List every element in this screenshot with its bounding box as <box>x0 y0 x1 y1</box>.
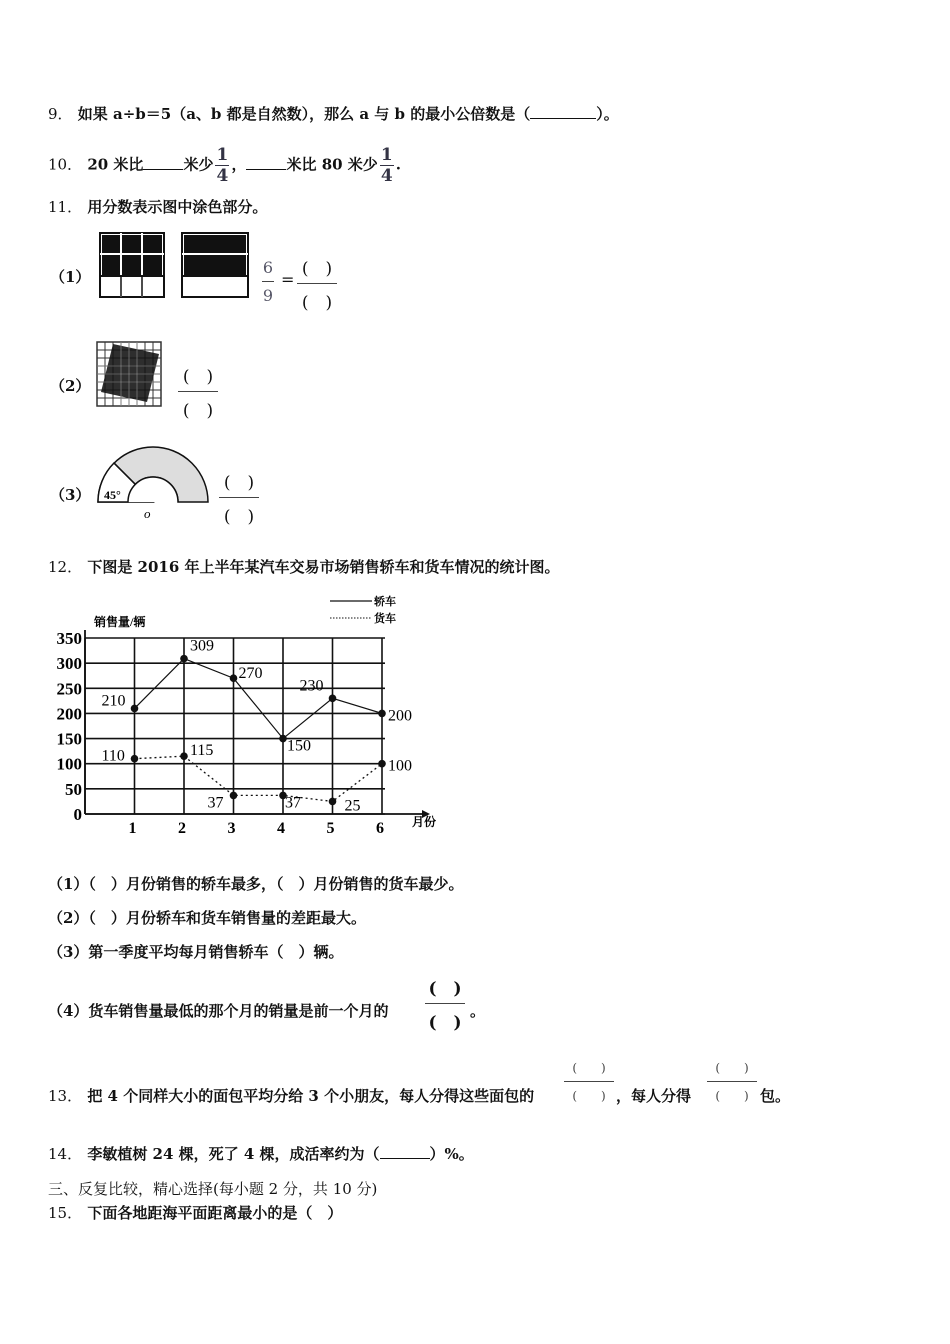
question-text: . <box>395 155 402 174</box>
legend-label: 货车 <box>374 613 396 625</box>
data-label: 37 <box>207 794 224 812</box>
y-axis-label: 销售量/辆 <box>94 615 146 629</box>
data-label: 37 <box>285 794 301 812</box>
y-tick-label: 350 <box>56 629 82 648</box>
answer-denominator[interactable]: ( ) <box>428 1013 462 1033</box>
data-label: 309 <box>190 637 214 655</box>
question-number: 12． <box>48 558 83 576</box>
answer-denominator[interactable]: ( ) <box>572 1089 606 1103</box>
y-tick-label: 150 <box>56 729 82 749</box>
answer-numerator[interactable]: ( ) <box>572 1061 606 1075</box>
subquestion-4 <box>48 1000 388 1021</box>
question-13 <box>48 1085 534 1106</box>
data-point <box>180 655 188 663</box>
chart-marks <box>102 638 413 815</box>
x-tick-label: 5 <box>326 820 335 837</box>
item-label: （3） <box>50 486 91 504</box>
question-number: 9． <box>48 105 73 123</box>
grid-figure-3x3 <box>98 230 168 300</box>
data-label: 110 <box>101 747 125 765</box>
question-11 <box>48 196 267 217</box>
x-tick-label: 6 <box>376 820 384 837</box>
x-tick-label: 4 <box>277 820 285 837</box>
sales-line-chart <box>40 590 440 840</box>
answer-denominator[interactable]: ( ) <box>301 293 333 313</box>
question-12 <box>48 556 560 577</box>
fraction-denominator: 4 <box>216 166 229 186</box>
chart-axes <box>57 614 437 837</box>
answer-denominator[interactable]: ( ) <box>182 401 214 421</box>
fraction-numerator: 1 <box>216 145 229 165</box>
tilted-square-grid-figure <box>95 340 165 410</box>
fraction-denominator: 4 <box>380 166 393 186</box>
question-text: 米少 <box>183 155 214 174</box>
subquestion-text: （4）货车销售量最低的那个月的销量是前一个月的 <box>48 1002 389 1020</box>
question-number: 15． <box>48 1204 83 1222</box>
answer-fraction[interactable] <box>297 254 337 313</box>
data-point <box>378 760 386 768</box>
data-point <box>180 752 188 760</box>
data-label: 100 <box>388 757 412 775</box>
equals-sign: = <box>281 270 295 289</box>
data-point <box>329 798 337 806</box>
data-label: 270 <box>238 665 263 683</box>
data-label: 210 <box>101 692 126 710</box>
question-text: 下面各地距海平面距离最小的是（ ） <box>87 1204 343 1222</box>
grid-figure-3rows <box>180 230 252 302</box>
data-point <box>230 674 238 682</box>
answer-fraction[interactable] <box>425 974 465 1033</box>
data-label: 25 <box>344 797 361 815</box>
section-heading: 三、反复比较，精心选择(每小题 2 分，共 10 分) <box>48 1180 378 1198</box>
angle-label: 45° <box>104 488 121 502</box>
question-text: 下图是 2016 年上半年某汽车交易市场销售轿车和货车情况的统计图。 <box>87 558 560 576</box>
question-text: 米比 80 米少 <box>286 155 378 174</box>
y-tick-label: 50 <box>65 779 82 799</box>
chart-grid <box>85 638 385 814</box>
chart-legend <box>330 594 396 625</box>
answer-denominator[interactable]: ( ) <box>223 507 255 527</box>
item-label: （2） <box>50 377 91 395</box>
answer-blank[interactable] <box>143 169 183 170</box>
answer-blank[interactable] <box>246 169 286 170</box>
question-number: 14． <box>48 1145 83 1163</box>
fraction-numerator: 1 <box>380 145 393 165</box>
subquestion-2: （2）（ ）月份轿车和货车销售量的差距最大。 <box>48 909 366 927</box>
question-text-end: ）%。 <box>429 1145 474 1163</box>
question-number: 13． <box>48 1087 83 1105</box>
data-label: 200 <box>388 707 412 725</box>
data-label: 115 <box>190 742 214 760</box>
data-point <box>131 705 139 713</box>
question-text: 如果 a÷b＝5（a、b 都是自然数），那么 a 与 b 的最小公倍数是（ <box>77 105 531 123</box>
subquestion-3: （3）第一季度平均每月销售轿车（ ）辆。 <box>48 943 344 961</box>
answer-numerator[interactable]: ( ) <box>223 473 255 493</box>
question-text: ， <box>231 155 247 174</box>
data-point <box>230 792 238 800</box>
fraction-numerator: 6 <box>262 258 274 277</box>
data-point <box>131 755 139 763</box>
y-tick-label: 300 <box>56 654 82 674</box>
subquestion-1: （1）（ ）月份销售的轿车最多，（ ）月份销售的货车最少。 <box>48 875 464 893</box>
origin-label: o <box>144 506 151 521</box>
question-text: 把 4 个同样大小的面包平均分给 3 个小朋友，每人分得这些面包的 <box>87 1087 535 1105</box>
question-text-end: ）。 <box>596 105 619 123</box>
question-text-end: 包。 <box>760 1087 791 1105</box>
answer-numerator[interactable]: ( ) <box>428 979 462 999</box>
y-tick-label: 0 <box>73 805 82 824</box>
answer-blank[interactable] <box>380 1158 430 1159</box>
answer-fraction[interactable] <box>219 468 259 527</box>
fraction <box>380 146 394 185</box>
item-label: （1） <box>50 268 91 286</box>
data-point <box>378 710 386 718</box>
answer-numerator[interactable]: ( ) <box>301 259 333 279</box>
x-tick-label: 1 <box>128 820 137 837</box>
data-point <box>279 735 287 743</box>
x-axis-label: 月份 <box>412 815 437 829</box>
subquestion-end: 。 <box>470 1002 486 1020</box>
question-text: 李敏植树 24 棵，死了 4 棵，成活率约为（ <box>87 1145 380 1163</box>
data-label: 150 <box>287 737 311 755</box>
question-14 <box>48 1143 474 1164</box>
data-label: 230 <box>299 677 324 695</box>
question-text: 20 米比 <box>87 155 144 174</box>
answer-denominator[interactable]: ( ) <box>715 1089 749 1103</box>
data-point <box>329 695 337 703</box>
answer-blank[interactable] <box>530 118 596 119</box>
answer-numerator[interactable]: ( ) <box>182 367 214 387</box>
fraction <box>215 146 229 185</box>
y-tick-label: 250 <box>56 679 82 699</box>
given-fraction <box>262 258 274 305</box>
answer-fraction[interactable] <box>564 1059 614 1104</box>
legend-label: 轿车 <box>374 596 396 608</box>
question-text-mid: ，每人分得 <box>616 1087 692 1105</box>
answer-numerator[interactable]: ( ) <box>715 1061 749 1075</box>
answer-fraction[interactable] <box>707 1059 757 1104</box>
fraction-denominator: 9 <box>262 286 274 305</box>
question-15 <box>48 1202 342 1223</box>
x-tick-label: 3 <box>227 820 236 837</box>
question-number: 10． <box>48 155 83 174</box>
x-tick-label: 2 <box>178 820 186 837</box>
question-number: 11． <box>48 198 83 216</box>
question-text: 用分数表示图中涂色部分。 <box>87 198 268 216</box>
y-tick-label: 100 <box>56 754 82 774</box>
answer-fraction[interactable] <box>178 362 218 421</box>
y-tick-label: 200 <box>56 704 82 724</box>
semicircle-annulus-figure <box>92 445 214 523</box>
question-10 <box>48 146 401 185</box>
question-9 <box>48 103 619 124</box>
